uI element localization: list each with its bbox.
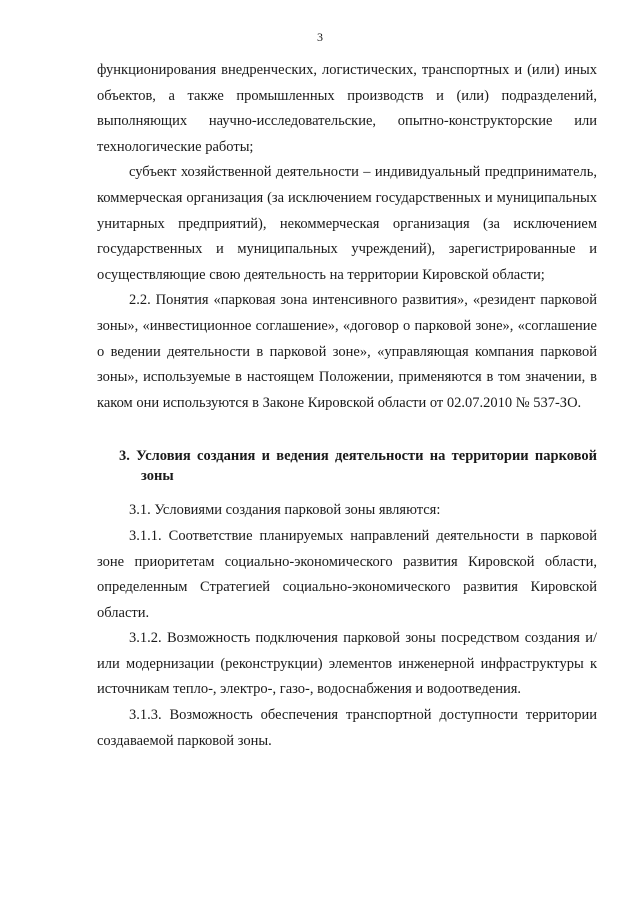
- page-number: 3: [317, 30, 323, 44]
- paragraph-business-entity: субъект хозяйственной деятельности – индивидуальный предприниматель, коммерческая организация (за исключением государственных и муниципальных унитарных предприятий), некоммерческая организация (за исключением государственных и муниципальных учреждений), зарегистрированные и осуществляющие свою деятельность на территории Кировской области;: [97, 164, 597, 283]
- section-heading-3: 3. Условия создания и ведения деятельности на территории парковой зоны: [119, 448, 597, 485]
- paragraph-3-1-3: 3.1.3. Возможность обеспечения транспортной доступности территории создаваемой парковой зоны.: [97, 707, 597, 749]
- paragraph-3-1-1: 3.1.1. Соответствие планируемых направлений деятельности в парковой зоне приоритетам социально-экономического развития Кировской области, определенным Стратегией социально-экономического развития Кировской области.: [97, 527, 597, 621]
- paragraph-3-1-2: 3.1.2. Возможность подключения парковой зоны посредством создания и/или модернизации (реконструкции) элементов инженерной инфраструктуры к источникам тепло-, электро-, газо-, водоснабжения и водоотведения.: [97, 630, 597, 698]
- document-body: [97, 58, 597, 754]
- paragraph-3-1: 3.1. Условиями создания парковой зоны являются:: [129, 502, 441, 519]
- paragraph-continuation: функционирования внедренческих, логистических, транспортных и (или) иных объектов, а также промышленных производств и (или) подразделений, выполняющих научно-исследовательские, опытно-конструкторские или технологические работы;: [97, 62, 597, 155]
- paragraph-2-2: 2.2. Понятия «парковая зона интенсивного развития», «резидент парковой зоны», «инвестиционное соглашение», «договор о парковой зоне», «соглашение о ведении деятельности в парковой зоне», «управляющая компания парковой зоны», используемые в настоящем Положении, применяются в том значении, в каком они используются в Законе Кировской области от 02.07.2010 № 537-ЗО.: [97, 292, 597, 411]
